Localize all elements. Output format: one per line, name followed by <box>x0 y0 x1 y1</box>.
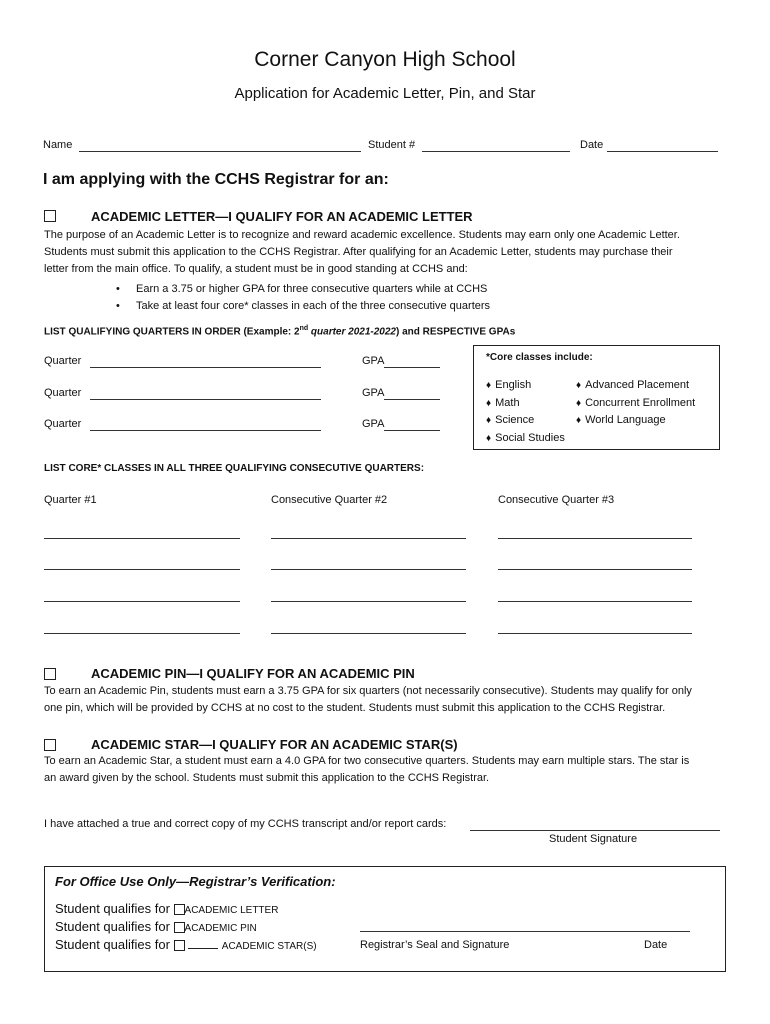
col-header-quarter-3: Consecutive Quarter #3 <box>498 494 615 506</box>
col-header-quarter-2: Consecutive Quarter #2 <box>271 494 388 506</box>
star-desc-line: To earn an Academic Star, a student must earn a 4.0 GPA for two consecutive quarters. Students may earn multiple stars. The star is <box>44 755 690 767</box>
core-class-item: ♦ English <box>486 379 532 391</box>
letter-desc-line: letter from the main office. To qualify, a student must be in good standing at CCHS and: <box>44 263 468 275</box>
apply-heading: I am applying with the CCHS Registrar for an: <box>43 171 389 188</box>
student-signature-field[interactable] <box>470 830 720 831</box>
core-list-heading: LIST CORE* CLASSES IN ALL THREE QUALIFYING CONSECUTIVE QUARTERS: <box>44 463 425 474</box>
gpa-label: GPA <box>362 418 385 430</box>
class-field[interactable] <box>498 538 692 539</box>
page-title: Corner Canyon High School <box>254 48 516 71</box>
gpa-label: GPA <box>362 387 385 399</box>
office-pin-checkbox[interactable] <box>174 922 185 933</box>
class-field[interactable] <box>44 569 240 570</box>
gpa-label: GPA <box>362 355 385 367</box>
attest-text: I have attached a true and correct copy of my CCHS transcript and/or report cards: <box>44 818 447 830</box>
student-number-field[interactable] <box>422 151 570 152</box>
class-field[interactable] <box>271 633 466 634</box>
academic-letter-checkbox[interactable] <box>44 210 56 222</box>
class-field[interactable] <box>271 569 466 570</box>
col-header-quarter-1: Quarter #1 <box>44 494 97 506</box>
quarter-label: Quarter <box>44 418 82 430</box>
qualifies-row-star <box>55 937 317 952</box>
page-subtitle: Application for Academic Letter, Pin, and Star <box>234 85 536 102</box>
quarter-label: Quarter <box>44 355 82 367</box>
student-signature-label: Student Signature <box>549 833 638 845</box>
class-field[interactable] <box>271 538 466 539</box>
date-field[interactable] <box>607 151 718 152</box>
list-quarters-text: LIST QUALIFYING QUARTERS IN ORDER (Example: 2 <box>44 326 300 338</box>
class-field[interactable] <box>498 633 692 634</box>
class-field[interactable] <box>44 633 240 634</box>
office-star-checkbox[interactable] <box>174 940 185 951</box>
class-field[interactable] <box>44 601 240 602</box>
academic-star-checkbox[interactable] <box>44 739 56 751</box>
office-use-box <box>44 866 726 972</box>
class-field[interactable] <box>271 601 466 602</box>
class-field[interactable] <box>44 538 240 539</box>
qualifies-row-pin <box>55 919 257 934</box>
registrar-date-label: Date <box>644 939 668 951</box>
gpa-field[interactable] <box>384 367 440 368</box>
class-field[interactable] <box>498 601 692 602</box>
quarter-field[interactable] <box>90 367 321 368</box>
office-letter-checkbox[interactable] <box>174 904 185 915</box>
quarter-field[interactable] <box>90 399 321 400</box>
core-classes-box <box>473 345 720 450</box>
office-star-option: ACADEMIC STAR(S) <box>221 941 317 952</box>
core-class-item: ♦ Science <box>486 414 535 426</box>
core-classes-col2 <box>576 377 695 430</box>
student-number-label: Student # <box>368 139 416 151</box>
registrar-seal-label: Registrar’s Seal and Signature <box>360 939 510 951</box>
academic-star-heading: ACADEMIC STAR—I QUALIFY FOR AN ACADEMIC STAR(S) <box>91 737 458 752</box>
qualifies-label: Student qualifies for <box>55 937 170 952</box>
letter-desc-line: The purpose of an Academic Letter is to recognize and reward academic excellence. Students may earn only one Academic Letter. <box>44 229 680 241</box>
class-field[interactable] <box>498 569 692 570</box>
core-classes-col1 <box>486 377 565 447</box>
core-classes-title: *Core classes include: <box>486 352 593 363</box>
qualifies-label: Student qualifies for <box>55 919 170 934</box>
pin-desc-line: one pin, which will be provided by CCHS at no cost to the student. Students must submit this application to the CCHS Registrar. <box>44 702 666 714</box>
date-field-label: Date <box>580 139 604 151</box>
letter-bullet-text: Take at least four core* classes in each of the three consecutive quarters <box>136 300 491 312</box>
quarter-field[interactable] <box>90 430 321 431</box>
letter-bullet: • <box>116 300 120 312</box>
name-field[interactable] <box>79 151 361 152</box>
office-letter-option: ACADEMIC LETTER <box>184 905 279 916</box>
core-class-item: ♦ Advanced Placement <box>576 379 690 391</box>
list-quarters-text: ) and RESPECTIVE GPAs <box>396 326 516 338</box>
gpa-field[interactable] <box>384 430 440 431</box>
core-class-item: ♦ Social Studies <box>486 431 565 444</box>
letter-description <box>44 227 734 278</box>
list-quarters-example: quarter 2021-2022 <box>308 326 396 338</box>
office-use-heading: For Office Use Only—Registrar’s Verification: <box>55 874 336 889</box>
gpa-field[interactable] <box>384 399 440 400</box>
pin-description <box>44 683 734 717</box>
registrar-signature-field[interactable] <box>360 931 690 932</box>
letter-bullet-text: Earn a 3.75 or higher GPA for three consecutive quarters while at CCHS <box>136 283 488 295</box>
star-desc-line: an award given by the school. Students must submit this application to the CCHS Registrar. <box>44 772 490 784</box>
academic-letter-heading: ACADEMIC LETTER—I QUALIFY FOR AN ACADEMIC LETTER <box>91 209 473 224</box>
letter-bullet: • <box>116 283 120 295</box>
letter-desc-line: Students must submit this application to the CCHS Registrar. After qualifying for an Academic Letter, students may purchase their <box>44 246 673 258</box>
pin-desc-line: To earn an Academic Pin, students must earn a 3.75 GPA for six quarters (not necessarily consecutive). Students may qualify for only <box>44 685 692 697</box>
name-field-label: Name <box>43 139 73 151</box>
core-class-item: ♦ World Language <box>576 414 666 426</box>
academic-pin-heading: ACADEMIC PIN—I QUALIFY FOR AN ACADEMIC PIN <box>91 666 415 681</box>
office-pin-option: ACADEMIC PIN <box>184 923 257 934</box>
core-class-item: ♦ Concurrent Enrollment <box>576 396 696 409</box>
list-quarters-heading <box>44 325 515 337</box>
qualifies-row-letter <box>55 901 278 916</box>
qualifies-label: Student qualifies for <box>55 901 170 916</box>
core-class-item: ♦ Math <box>486 396 520 409</box>
quarter-label: Quarter <box>44 387 82 399</box>
star-count-field[interactable] <box>188 938 218 949</box>
list-quarters-sup: nd <box>299 325 309 332</box>
star-description <box>44 753 734 787</box>
academic-pin-checkbox[interactable] <box>44 668 56 680</box>
